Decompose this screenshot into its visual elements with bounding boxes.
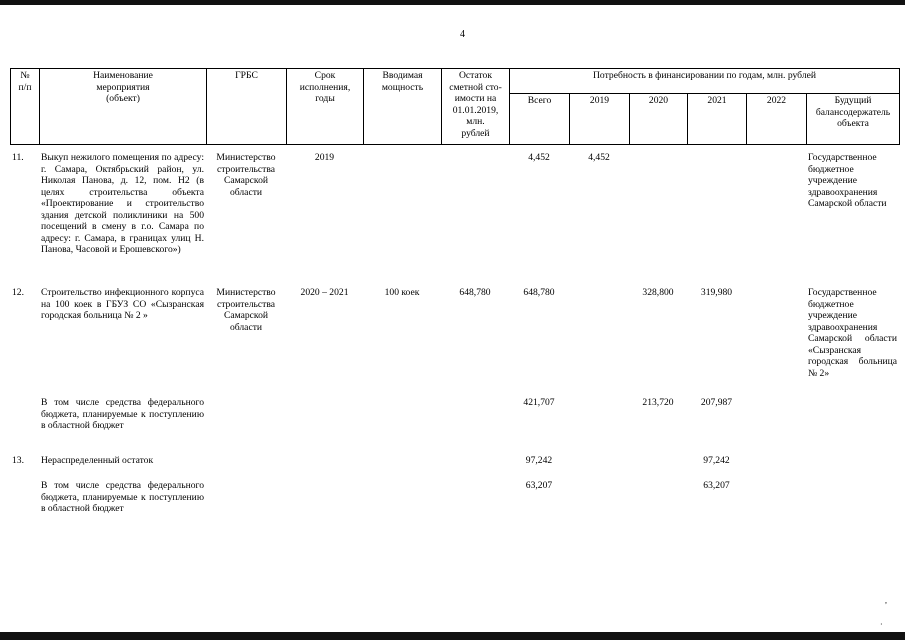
row-no: 12.: [12, 287, 24, 298]
row-capacity: 100 коек: [384, 287, 420, 298]
header-2021: 2021: [688, 94, 747, 145]
header-need-group: Потребность в финансировании по годам, млн. рублей: [510, 69, 900, 94]
row-total: 4,452: [528, 152, 550, 163]
row-holder: [806, 455, 899, 480]
header-capacity: Вводимая мощность: [364, 69, 442, 145]
scan-bottom-border: [0, 632, 905, 640]
row-2020: [629, 152, 687, 287]
row-total: 648,780: [523, 287, 555, 298]
row-balance: 648,780: [459, 287, 491, 298]
row-2021: [687, 152, 746, 287]
row-2022: [746, 480, 806, 520]
row-grbs: [206, 480, 286, 520]
row-term: 2019: [314, 152, 335, 163]
row-holder: [806, 480, 899, 520]
row-capacity: [363, 480, 441, 520]
header-total: Всего: [510, 94, 570, 145]
row-2022: [746, 397, 806, 455]
page-number: 4: [460, 29, 465, 40]
scan-top-border: [0, 0, 905, 5]
row-name: Нераспределенный остаток: [41, 455, 154, 466]
row-grbs: [206, 455, 286, 480]
row-total: 421,707: [523, 397, 555, 408]
row-capacity: [363, 455, 441, 480]
header-2022: 2022: [747, 94, 807, 145]
row-balance: [441, 397, 509, 455]
row-holder: Государственное бюджетное учреждение здравоохранения Самарской области: [808, 152, 887, 209]
row-balance: [441, 480, 509, 520]
header-no: № п/п: [11, 69, 40, 145]
header-2019: 2019: [570, 94, 630, 145]
row-total: 63,207: [525, 480, 553, 491]
header-balance: Остаток сметной сто- имости на 01.01.2019, млн. рублей: [442, 69, 510, 145]
row-no: [10, 480, 39, 520]
row-balance: [441, 455, 509, 480]
table-header: [10, 68, 900, 145]
row-2022: [746, 152, 806, 287]
row-no: 11.: [12, 152, 24, 163]
row-term: [286, 455, 363, 480]
row-2019: [569, 455, 629, 480]
row-name: В том числе средства федерального бюджета, планируемые к поступлению в областной бюджет: [41, 397, 204, 431]
row-holder: Государственное бюджетное учреждение здравоохранения Самарской области «Сызранская городская больница № 2»: [808, 287, 897, 379]
row-term: [286, 480, 363, 520]
row-grbs: [206, 397, 286, 455]
row-grbs: Министерство строительства Самарской области: [216, 287, 276, 333]
row-grbs: Министерство строительства Самарской области: [216, 152, 276, 198]
row-name: Выкуп нежилого помещения по адресу: г. Самара, Октябрьский район, ул. Николая Панова, д. 12, пом. Н2 (в целях строительства объекта «Проектирование и строительство здания детской поликлиники на 500 посещений в смену в г.о. Самара по адресу: г. Самара, в границах улиц Н. Панова, Часовой и Ерошевского»): [41, 152, 204, 255]
row-2019: [569, 287, 629, 397]
row-2021: 319,980: [700, 287, 733, 298]
row-term: 2020 – 2021: [300, 287, 349, 298]
row-capacity: [363, 152, 441, 287]
header-grbs: ГРБС: [207, 69, 287, 145]
header-holder: Будущий балансодержатель объекта: [807, 94, 900, 145]
row-2019: 4,452: [588, 152, 610, 163]
table-row: [10, 455, 899, 480]
row-2022: [746, 455, 806, 480]
row-2020: [629, 480, 687, 520]
row-name: В том числе средства федерального бюджета, планируемые к поступлению в областной бюджет: [41, 480, 204, 514]
scan-speck: ·: [880, 620, 883, 629]
row-2021: 97,242: [703, 455, 730, 466]
row-name: Строительство инфекционного корпуса на 100 коек в ГБУЗ СО «Сызранская городская больница № 2 »: [41, 287, 204, 321]
row-balance: [441, 152, 509, 287]
table-body: [10, 152, 899, 520]
table-row: [10, 480, 899, 520]
scan-speck: ,: [885, 596, 887, 605]
header-term: Срок исполнения, годы: [287, 69, 364, 145]
header-2020: 2020: [630, 94, 688, 145]
row-capacity: [363, 397, 441, 455]
row-2020: [629, 455, 687, 480]
row-2022: [746, 287, 806, 397]
row-2019: [569, 397, 629, 455]
row-no: 13.: [12, 455, 24, 466]
row-total: 97,242: [525, 455, 553, 466]
table-row: [10, 287, 899, 397]
row-term: [286, 397, 363, 455]
table-row: [10, 152, 899, 287]
row-2021: 207,987: [700, 397, 733, 408]
row-2021: 63,207: [703, 480, 730, 491]
row-no: [10, 397, 39, 455]
row-2019: [569, 480, 629, 520]
row-2020: 328,800: [642, 287, 674, 298]
row-holder: [806, 397, 899, 455]
row-2020: 213,720: [642, 397, 674, 408]
header-name: Наименование мероприятия (объект): [40, 69, 207, 145]
table-row: [10, 397, 899, 455]
